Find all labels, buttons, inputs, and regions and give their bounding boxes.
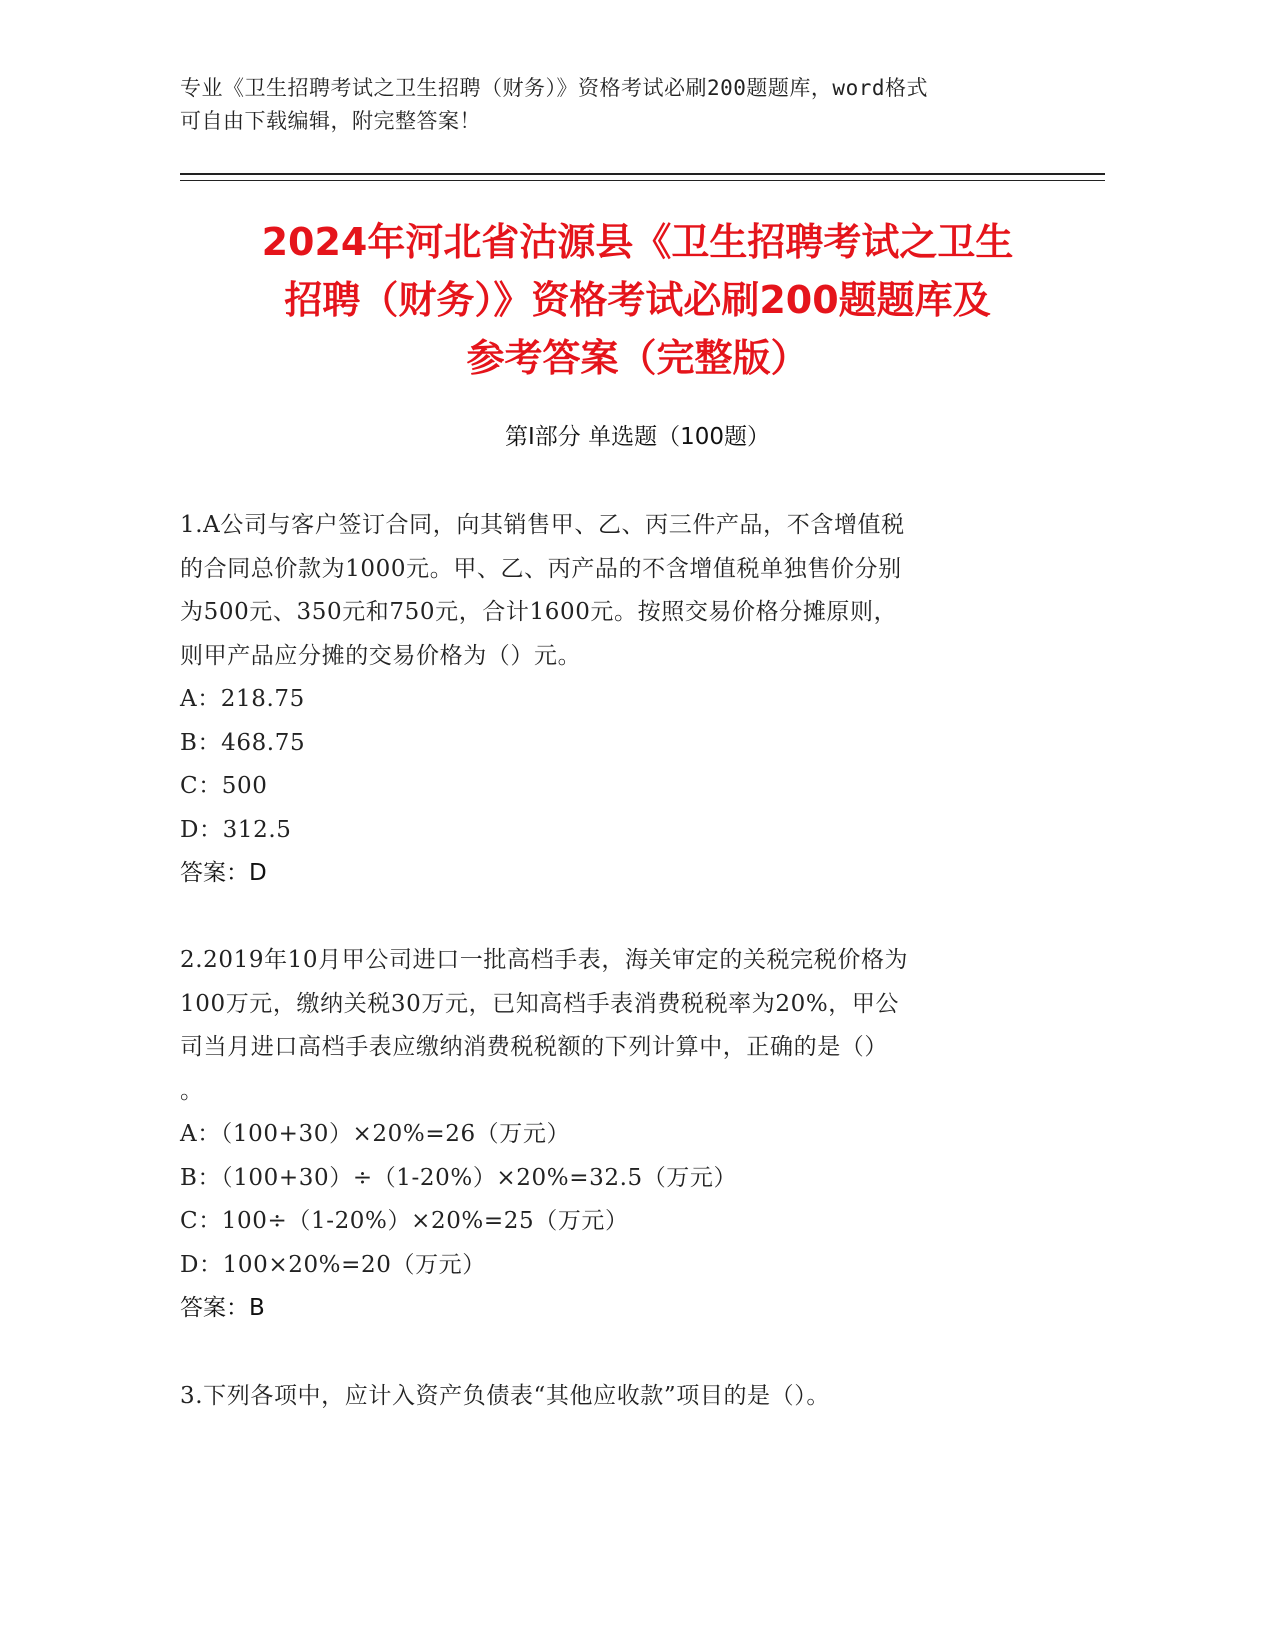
question-2 [180, 939, 1040, 1331]
answer: 答案：B [180, 1295, 265, 1321]
question-text-line: 的合同总价款为1000元。甲、乙、丙产品的不含增值税单独售价分别 [180, 555, 902, 582]
option-a: A：（100+30）×20%=26（万元） [180, 1121, 571, 1147]
question-1 [180, 504, 1040, 896]
header-note-line-1: 专业《卫生招聘考试之卫生招聘（财务）》资格考试必刷200题题库，word格式 [180, 76, 928, 100]
title-line-3: 参考答案（完整版） [466, 336, 809, 380]
option-c: C：500 [180, 773, 268, 799]
header-divider-thin [180, 180, 1105, 181]
section-heading: 第Ⅰ部分 单选题（100题） [505, 424, 770, 450]
option-b: B：468.75 [180, 729, 306, 756]
question-text-line: 1.A公司与客户签订合同，向其销售甲、乙、丙三件产品，不含增值税 [180, 512, 905, 538]
question-text-line: 。 [180, 1077, 204, 1104]
question-text-line: 则甲产品应分摊的交易价格为（）元。 [180, 642, 582, 669]
question-text-line: 司当月进口高档手表应缴纳消费税税额的下列计算中，正确的是（） [180, 1034, 888, 1060]
title-line-1: 2024年河北省沽源县《卫生招聘考试之卫生 [261, 220, 1014, 264]
question-text-line: 100万元，缴纳关税30万元，已知高档手表消费税税率为20%，甲公 [180, 990, 900, 1017]
document-title [165, 213, 1110, 387]
header-note [180, 72, 1060, 138]
option-d: D：312.5 [180, 816, 292, 843]
title-line-2: 招聘（财务）》资格考试必刷200题题库及 [284, 278, 991, 322]
question-text-line: 3.下列各项中，应计入资产负债表“其他应收款”项目的是（）。 [180, 1383, 830, 1409]
option-a: A：218.75 [180, 686, 305, 712]
option-c: C：100÷（1-20%）×20%=25（万元） [180, 1208, 629, 1234]
question-text-line: 2.2019年10月甲公司进口一批高档手表，海关审定的关税完税价格为 [180, 947, 909, 973]
option-b: B：（100+30）÷（1-20%）×20%=32.5（万元） [180, 1164, 738, 1191]
header-note-line-2: 可自由下载编辑，附完整答案！ [180, 109, 481, 133]
question-3 [180, 1375, 1040, 1419]
question-text-line: 为500元、350元和750元，合计1600元。按照交易价格分摊原则， [180, 599, 898, 625]
answer: 答案：D [180, 860, 267, 886]
header-divider-thick [180, 173, 1105, 175]
option-d: D：100×20%=20（万元） [180, 1251, 486, 1278]
